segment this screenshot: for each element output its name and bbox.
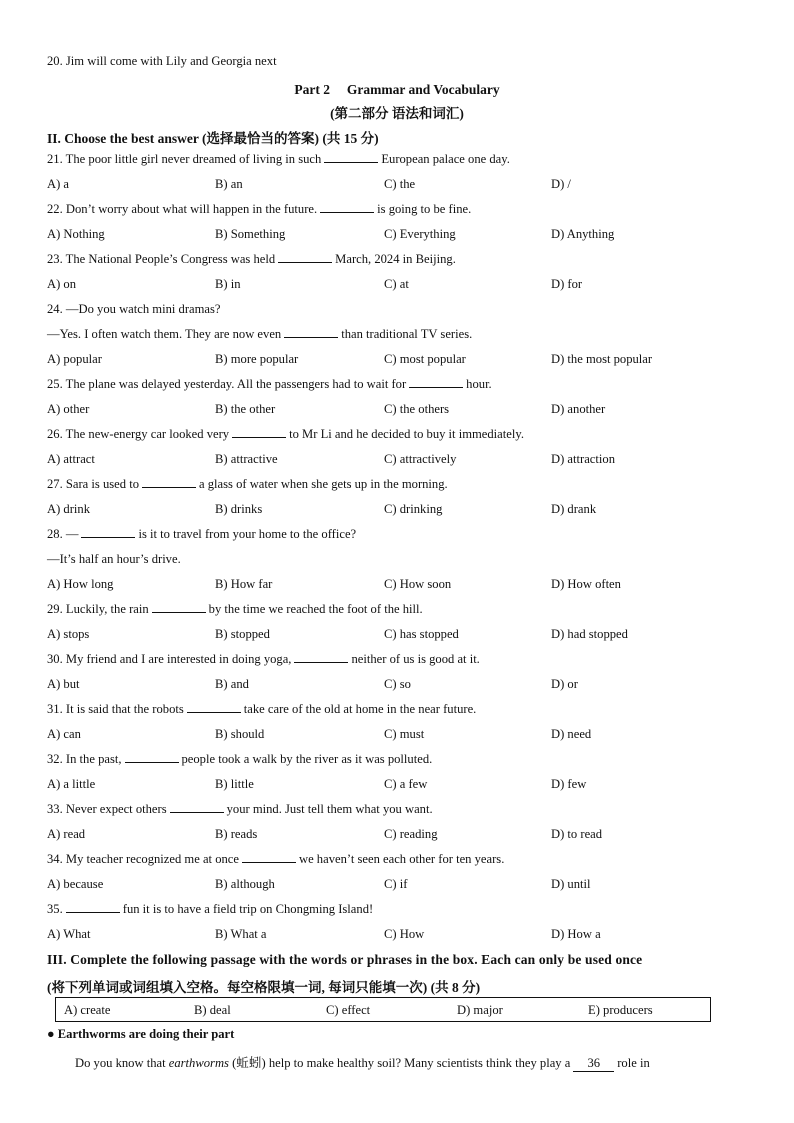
question-stem [47, 702, 476, 717]
answer-option[interactable]: D) attraction [551, 452, 615, 466]
question-text: March, 2024 in Beijing. [335, 252, 456, 266]
question-text: —Yes. I often watch them. They are now even [47, 327, 282, 341]
question-stem [47, 427, 524, 442]
answer-option[interactable]: B) should [215, 727, 265, 741]
answer-option[interactable]: B) more popular [215, 352, 299, 366]
word-box-item: D) major [457, 1003, 503, 1017]
answer-blank[interactable] [152, 602, 206, 613]
passage-mid: (蚯蚓) help to make healthy soil? Many scientists think they play a [232, 1056, 571, 1070]
answer-blank[interactable] [81, 527, 135, 538]
question-text: 32. In the past, [47, 752, 122, 766]
word-box-item: C) effect [326, 1003, 371, 1017]
passage-pre: Do you know that [75, 1056, 166, 1070]
question-text: 31. It is said that the robots [47, 702, 184, 716]
answer-option[interactable]: D) few [551, 777, 587, 791]
options-row [47, 177, 747, 195]
options-row [47, 927, 747, 945]
question-text: 34. My teacher recognized me at once [47, 852, 239, 866]
answer-option[interactable]: C) the others [384, 402, 450, 416]
answer-option[interactable]: A) other [47, 402, 90, 416]
question-text: 29. Luckily, the rain [47, 602, 149, 616]
question-text: take care of the old at home in the near future. [243, 702, 477, 716]
answer-option[interactable]: C) must [384, 727, 425, 741]
question-text: we haven’t seen each other for ten years. [298, 852, 505, 866]
answer-option[interactable]: C) if [384, 877, 408, 891]
options-row [47, 727, 747, 745]
word-box-item: B) deal [194, 1003, 231, 1017]
options-row [47, 677, 747, 695]
options-row [47, 352, 747, 370]
answer-blank-36[interactable]: 36 [573, 1056, 614, 1072]
answer-blank[interactable] [324, 152, 378, 163]
answer-option[interactable]: B) stopped [215, 627, 270, 641]
question-text: 30. My friend and I are interested in doing yoga, [47, 652, 292, 666]
answer-option[interactable]: B) although [215, 877, 275, 891]
answer-option[interactable]: D) / [551, 177, 571, 191]
question-stem [47, 652, 480, 667]
question-stem [47, 527, 356, 542]
answer-option[interactable]: D) How often [551, 577, 621, 591]
options-row [47, 877, 747, 895]
question-stem [47, 602, 423, 617]
question-stem [47, 377, 492, 392]
answer-blank[interactable] [409, 377, 463, 388]
answer-blank[interactable] [294, 652, 348, 663]
options-row [47, 777, 747, 795]
answer-option[interactable]: B) little [215, 777, 254, 791]
question-stem [47, 902, 373, 917]
question-text: 33. Never expect others [47, 802, 167, 816]
question-stem [47, 252, 456, 267]
answer-option[interactable]: A) stops [47, 627, 90, 641]
answer-option[interactable]: C) How soon [384, 577, 452, 591]
answer-option[interactable]: D) for [551, 277, 583, 291]
answer-blank[interactable] [232, 427, 286, 438]
answer-option[interactable]: D) another [551, 402, 606, 416]
answer-option[interactable]: A) What [47, 927, 91, 941]
answer-blank[interactable] [242, 852, 296, 863]
question-text: your mind. Just tell them what you want. [226, 802, 433, 816]
answer-option[interactable]: B) reads [215, 827, 258, 841]
answer-blank[interactable] [284, 327, 338, 338]
passage-post: role in [617, 1056, 650, 1070]
question-text: hour. [466, 377, 492, 391]
answer-blank[interactable] [320, 202, 374, 213]
answer-option[interactable]: A) a [47, 177, 70, 191]
answer-option[interactable]: A) attract [47, 452, 95, 466]
answer-option[interactable]: A) because [47, 877, 104, 891]
answer-option[interactable]: C) most popular [384, 352, 466, 366]
options-row [47, 277, 747, 295]
answer-option[interactable]: C) so [384, 677, 411, 691]
options-row [47, 827, 747, 845]
section-3-subtitle: (将下列单词或词组填入空格。每空格限填一词, 每词只能填一次) (共 8 分) [47, 980, 481, 995]
question-text: people took a walk by the river as it was polluted. [181, 752, 433, 766]
section-2-title: II. Choose the best answer (选择最恰当的答案) (共 15 分) [47, 131, 379, 146]
question-text: 28. — [47, 527, 79, 541]
question-text: neither of us is good at it. [351, 652, 480, 666]
answer-option[interactable]: B) attractive [215, 452, 278, 466]
answer-option[interactable]: B) an [215, 177, 243, 191]
answer-option[interactable]: B) How far [215, 577, 273, 591]
answer-option[interactable]: C) How [384, 927, 425, 941]
part-subtitle: (第二部分 语法和词汇) [330, 106, 464, 121]
question-text: 26. The new-energy car looked very [47, 427, 230, 441]
answer-option[interactable]: D) How a [551, 927, 601, 941]
answer-option[interactable]: C) a few [384, 777, 428, 791]
answer-blank[interactable] [278, 252, 332, 263]
question-text: is going to be fine. [377, 202, 472, 216]
question-stem [47, 152, 510, 167]
answer-option[interactable]: A) Nothing [47, 227, 105, 241]
answer-option[interactable]: D) drank [551, 502, 597, 516]
question-stem [47, 852, 504, 867]
answer-option[interactable]: B) in [215, 277, 241, 291]
question-text: 24. —Do you watch mini dramas? [47, 302, 221, 316]
answer-option[interactable]: B) What a [215, 927, 267, 941]
question-text: to Mr Li and he decided to buy it immediately. [289, 427, 524, 441]
options-row [47, 502, 747, 520]
answer-option[interactable]: D) or [551, 677, 578, 691]
word-box [55, 997, 711, 1022]
word-box-item: A) create [64, 1003, 111, 1017]
answer-option[interactable]: C) reading [384, 827, 438, 841]
question-reply-line: —It’s half an hour’s drive. [47, 552, 181, 566]
answer-option[interactable]: D) the most popular [551, 352, 653, 366]
question-stem [47, 202, 471, 217]
answer-option[interactable]: C) at [384, 277, 409, 291]
answer-blank[interactable] [125, 752, 179, 763]
section-3-title: III. Complete the following passage with the words or phrases in the box. Each can only be used once [47, 952, 643, 967]
question-text: by the time we reached the foot of the hill. [208, 602, 423, 616]
answer-option[interactable]: C) the [384, 177, 416, 191]
answer-option[interactable]: C) attractively [384, 452, 457, 466]
question-text: 27. Sara is used to [47, 477, 139, 491]
word-box-item: E) producers [588, 1003, 653, 1017]
question-stem [47, 752, 432, 767]
answer-option[interactable]: A) can [47, 727, 81, 741]
question-stem [47, 477, 448, 492]
options-row [47, 627, 747, 645]
answer-blank[interactable] [66, 902, 120, 913]
question-text: European palace one day. [381, 152, 510, 166]
options-row [47, 577, 747, 595]
question-stem [47, 302, 220, 317]
passage-italic-word: earthworms [168, 1056, 229, 1070]
question-stem [47, 802, 433, 817]
answer-blank[interactable] [142, 477, 196, 488]
question-text: 35. [47, 902, 63, 916]
answer-option[interactable]: B) the other [215, 402, 276, 416]
answer-option[interactable]: A) on [47, 277, 77, 291]
question-text: is it to travel from your home to the office? [138, 527, 357, 541]
answer-blank[interactable] [187, 702, 241, 713]
question-text: 25. The plane was delayed yesterday. All the passengers had to wait for [47, 377, 407, 391]
answer-option[interactable]: D) had stopped [551, 627, 628, 641]
answer-option[interactable]: D) Anything [551, 227, 615, 241]
answer-option[interactable]: A) a little [47, 777, 96, 791]
answer-option[interactable]: A) read [47, 827, 86, 841]
question-stem-line-2 [47, 327, 472, 342]
options-row [47, 452, 747, 470]
answer-blank[interactable] [170, 802, 224, 813]
question-text: 22. Don’t worry about what will happen in the future. [47, 202, 318, 216]
passage-line [75, 1052, 747, 1072]
answer-option[interactable]: B) Something [215, 227, 286, 241]
answer-option[interactable]: D) until [551, 877, 591, 891]
answer-option[interactable]: A) but [47, 677, 80, 691]
answer-option[interactable]: B) drinks [215, 502, 263, 516]
question-text: 23. The National People’s Congress was held [47, 252, 276, 266]
answer-option[interactable]: A) How long [47, 577, 114, 591]
options-row [47, 402, 747, 420]
answer-option[interactable]: D) need [551, 727, 592, 741]
answer-option[interactable]: A) drink [47, 502, 91, 516]
answer-option[interactable]: D) to read [551, 827, 603, 841]
options-row [47, 227, 747, 245]
previous-question-line: 20. Jim will come with Lily and Georgia next [47, 54, 277, 68]
part-title: Part 2 Grammar and Vocabulary [294, 82, 500, 97]
question-text: fun it is to have a field trip on Chongming Island! [122, 902, 374, 916]
question-text: than traditional TV series. [341, 327, 473, 341]
answer-option[interactable]: B) and [215, 677, 249, 691]
question-text: 21. The poor little girl never dreamed of living in such [47, 152, 322, 166]
answer-option[interactable]: C) has stopped [384, 627, 459, 641]
answer-option[interactable]: C) drinking [384, 502, 443, 516]
answer-option[interactable]: A) popular [47, 352, 102, 366]
question-text: a glass of water when she gets up in the morning. [199, 477, 448, 491]
answer-option[interactable]: C) Everything [384, 227, 456, 241]
passage-title: ● Earthworms are doing their part [47, 1027, 235, 1041]
